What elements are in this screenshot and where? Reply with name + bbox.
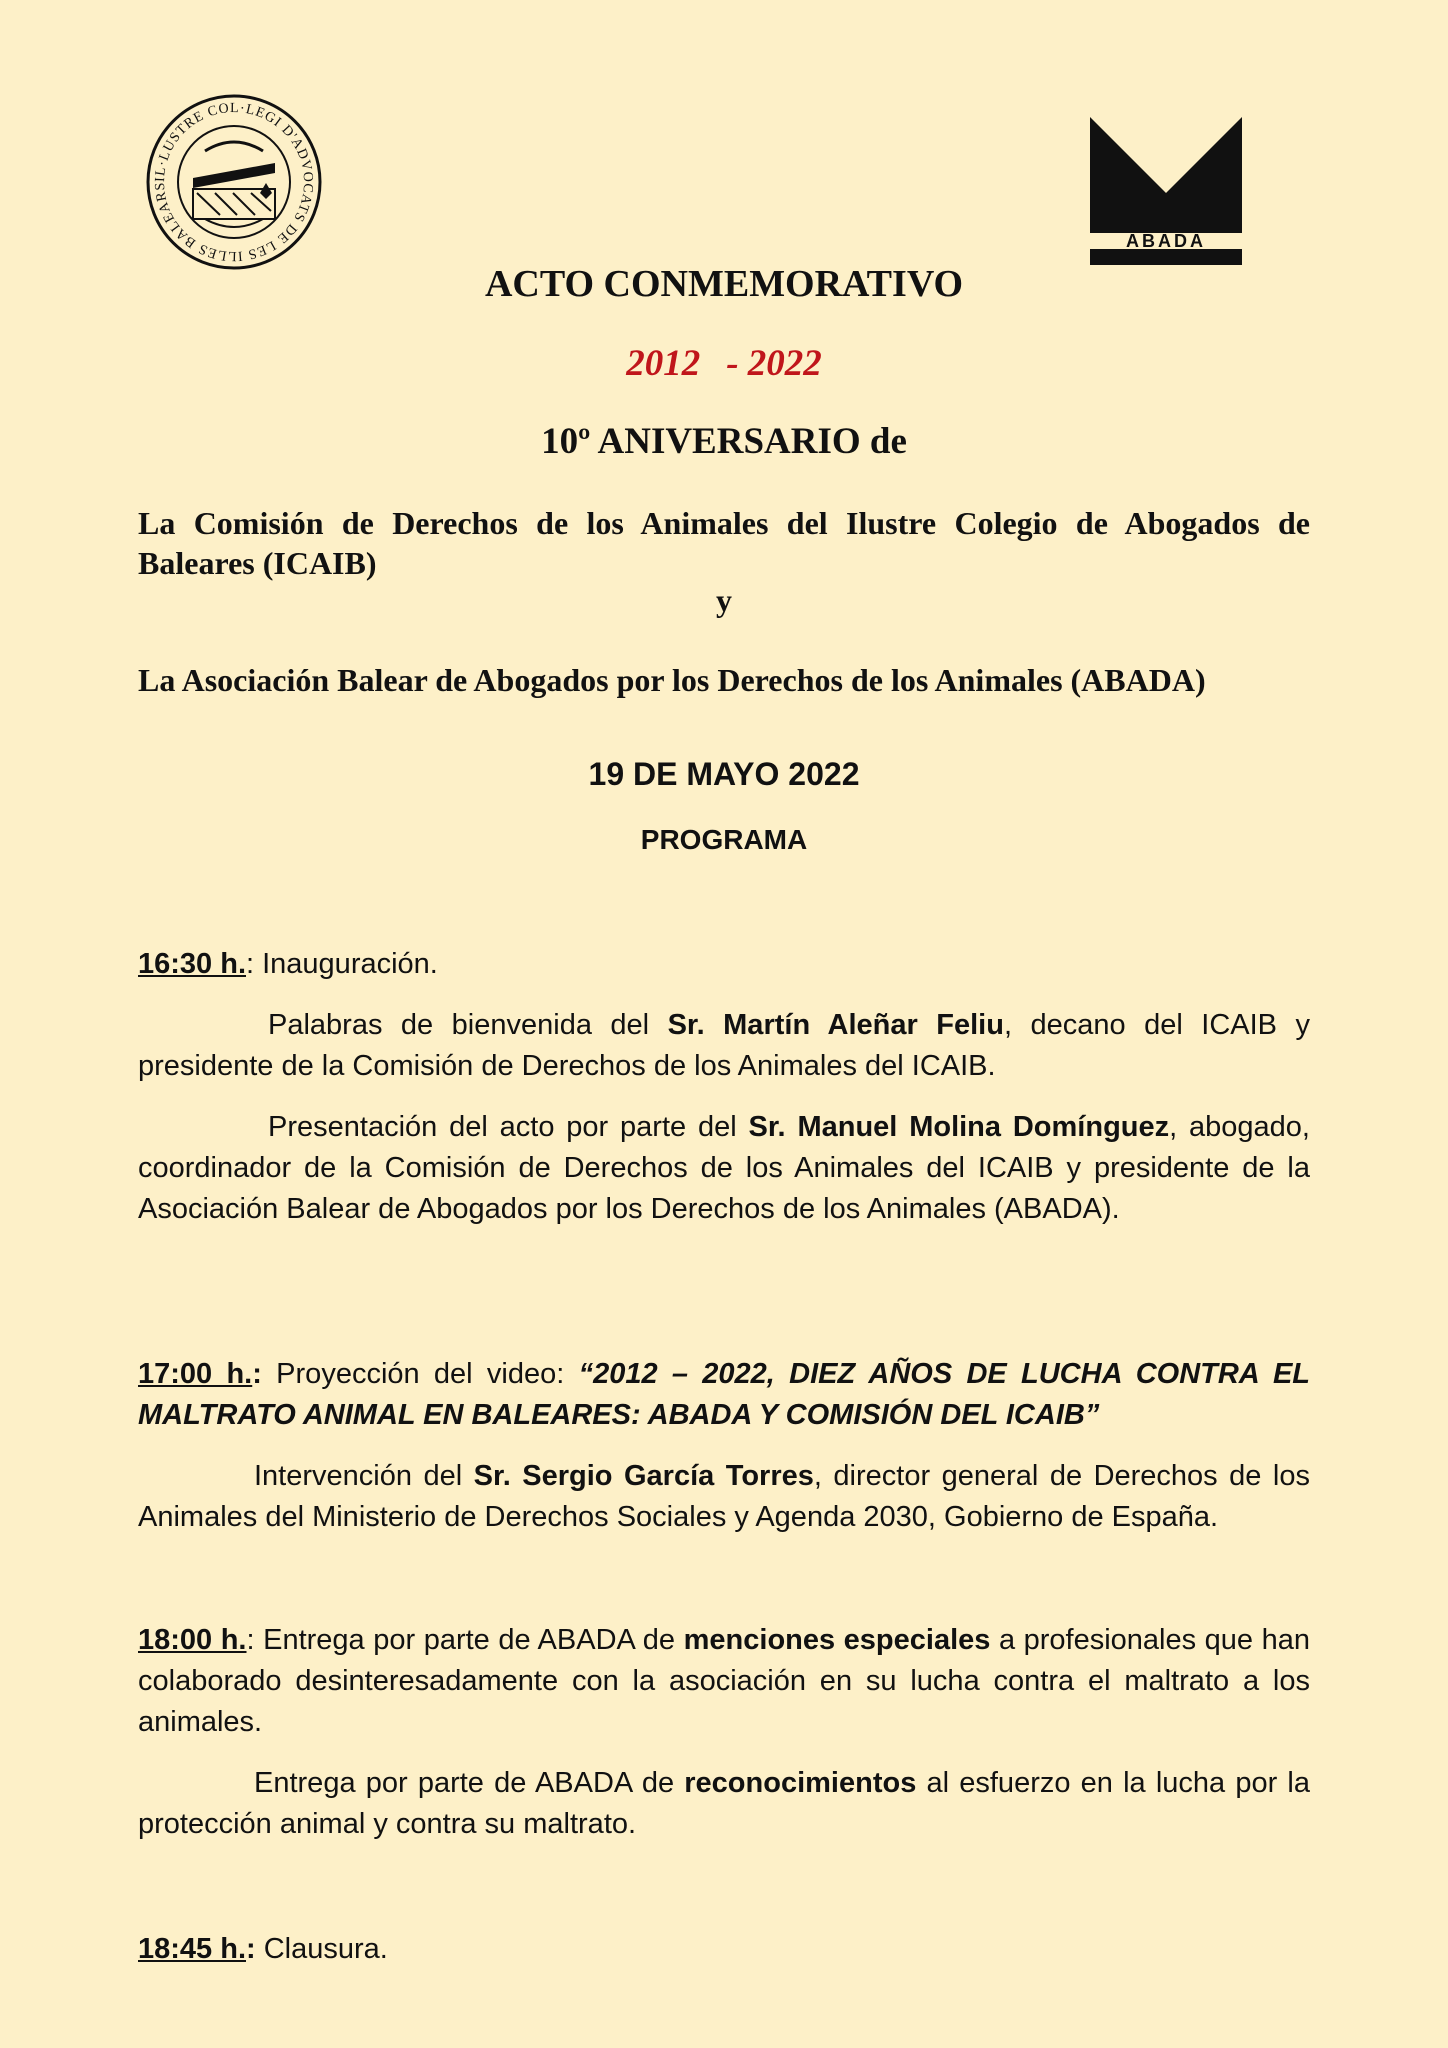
item-text: : Entrega por parte de ABADA de — [246, 1624, 684, 1656]
highlight-text: menciones especiales — [683, 1624, 991, 1656]
program-item-1-paragraph-2 — [138, 1107, 1310, 1230]
paragraph-text: al esfuerzo en la lucha por la protección animal y contra su maltrato. — [138, 1767, 1310, 1840]
highlight-text: reconocimientos — [684, 1767, 917, 1799]
paragraph-text: , abogado, coordinador de la Comisión de Derechos de los Animales del ICAIB y presidente de la Asociación Balear de Abogados por los Derechos de los Animales (ABADA). — [138, 1111, 1310, 1225]
colon: : — [246, 1933, 256, 1965]
program-item-4 — [138, 1929, 1310, 1970]
colon: : — [252, 1358, 262, 1390]
event-date: 19 DE MAYO 2022 — [588, 756, 860, 792]
svg-text:ABADA: ABADA — [1126, 231, 1206, 251]
speaker-name: Sr. Sergio García Torres — [473, 1460, 814, 1492]
paragraph-text: Entrega por parte de ABADA de — [254, 1767, 685, 1799]
year-end: - 2022 — [726, 343, 822, 384]
program-item-1-paragraph-1 — [138, 1005, 1310, 1087]
time-label: 17:00 h. — [138, 1358, 253, 1390]
item-text: Clausura. — [255, 1933, 388, 1965]
program-item-3 — [138, 1620, 1310, 1743]
svg-text:IL·LUSTRE COL·LEGI D'ADVOCATS: IL·LUSTRE COL·LEGI D'ADVOCATS DE LES ILLES BALEARS — [152, 100, 316, 264]
item-text: a profesionales que han colaborado desinteresadamente con la asociación en su lucha contra el maltrato a los animales. — [138, 1624, 1310, 1738]
speaker-name: Sr. Martín Aleñar Feliu — [667, 1009, 1004, 1041]
paragraph-text: Intervención del — [254, 1460, 474, 1492]
time-label: 16:30 h. — [138, 948, 246, 980]
year-start: 2012 — [626, 343, 701, 384]
anniversary-heading: 10º ANIVERSARIO de — [541, 421, 907, 462]
time-label: 18:00 h. — [138, 1624, 247, 1656]
icaib-seal-logo — [145, 93, 323, 271]
program-item-1 — [138, 944, 1310, 985]
abada-logo — [1090, 115, 1242, 265]
program-item-2 — [138, 1354, 1310, 1436]
video-title: “2012 – 2022, DIEZ AÑOS DE LUCHA CONTRA EL MALTRATO ANIMAL EN BALEARES: ABADA Y COMISIÓN DEL ICAIB” — [138, 1358, 1311, 1431]
document-title: ACTO CONMEMORATIVO — [484, 263, 964, 305]
paragraph-text: Palabras de bienvenida del — [268, 1009, 668, 1041]
paragraph-text: , director general de Derechos de los Animales del Ministerio de Derechos Sociales y Agenda 2030, Gobierno de España. — [138, 1460, 1310, 1533]
time-label: 18:45 h. — [138, 1933, 246, 1965]
item-text: : Inauguración. — [246, 948, 438, 980]
conjunction: y — [716, 582, 732, 618]
organizer-2: La Asociación Balear de Abogados por los Derechos de los Animales (ABADA) — [138, 662, 1206, 698]
speaker-name: Sr. Manuel Molina Domínguez — [748, 1111, 1170, 1143]
years-range — [0, 342, 1448, 385]
item-text: Proyección del video: — [261, 1358, 579, 1390]
program-item-3-paragraph-1 — [138, 1763, 1310, 1845]
paragraph-text: , decano del ICAIB y presidente de la Comisión de Derechos de los Animales del ICAIB. — [138, 1009, 1310, 1082]
program-item-2-paragraph-1 — [138, 1456, 1310, 1538]
program-heading: PROGRAMA — [640, 824, 808, 855]
paragraph-text: Presentación del acto por parte del — [268, 1111, 749, 1143]
organizer-1: La Comisión de Derechos de los Animales del Ilustre Colegio de Abogados de Baleares (ICAIB) — [138, 505, 1310, 581]
